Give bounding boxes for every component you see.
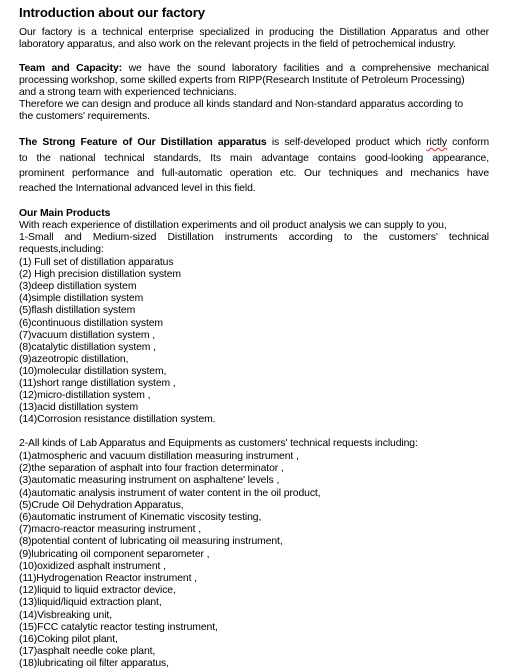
list-item: (12)micro-distillation system , <box>19 390 151 402</box>
intro-line: Our factory is a technical enterprise specialized in producing the Distillation Apparatus and other <box>19 27 489 38</box>
list-item: (16)Coking pilot plant, <box>19 634 118 645</box>
list-item: (2) High precision distillation system <box>19 269 181 281</box>
feature-text: conform <box>446 137 489 148</box>
intro-line: laboratory apparatus, and also work on the relevant projects in the field of petrochemical industry. <box>19 39 456 50</box>
team-capacity-line: and a strong team with experienced technicians. <box>19 87 237 98</box>
feature-line: to the national technical standards, Its main advantage contains good-looking appearance, <box>19 153 489 164</box>
group1-heading: requests,including: <box>19 244 104 255</box>
list-item: (2)the separation of asphalt into four fraction determinator , <box>19 463 284 475</box>
team-capacity-text: we have the sound laboratory facilities and a comprehensive mechanical <box>122 63 489 74</box>
list-item: (18)lubricating oil filter apparatus, <box>19 658 169 670</box>
list-item: (5)flash distillation system <box>19 305 136 317</box>
group2-heading: 2-All kinds of Lab Apparatus and Equipments as customers' technical requests including: <box>19 438 418 449</box>
list-item: (14)Corrosion resistance distillation system. <box>19 414 216 426</box>
feature-line <box>19 137 489 149</box>
list-item: (13)acid distillation system <box>19 402 139 414</box>
feature-label: The Strong Feature of Our Distillation apparatus <box>19 137 267 148</box>
list-item: (4)automatic analysis instrument of water content in the oil product, <box>19 487 321 499</box>
feature-misspelled-word: rictly <box>426 137 447 148</box>
team-capacity-label: Team and Capacity: <box>19 63 123 74</box>
list-item: (8)catalytic distillation system , <box>19 341 156 353</box>
list-item: (1) Full set of distillation apparatus <box>19 257 174 268</box>
list-item: (11)short range distillation system , <box>19 378 176 389</box>
list-item: (8)potential content of lubricating oil measuring instrument, <box>19 536 283 548</box>
list-item: (12)liquid to liquid extractor device, <box>19 585 176 597</box>
list-item: (6)automatic instrument of Kinematic viscosity testing, <box>19 512 262 523</box>
list-item: (7)macro-reactor measuring instrument , <box>19 524 202 536</box>
list-item: (3)automatic measuring instrument on asphaltene' levels , <box>19 475 280 487</box>
list-item: (6)continuous distillation system <box>19 317 163 329</box>
list-item: (14)Visbreaking unit, <box>19 609 113 621</box>
list-item: (17)asphalt needle coke plant, <box>19 646 156 658</box>
team-capacity-line <box>19 63 489 75</box>
page-title: Introduction about our factory <box>19 5 206 20</box>
feature-line: reached the International advanced level in this field. <box>19 183 256 194</box>
list-item: (5)Crude Oil Dehydration Apparatus, <box>19 499 184 511</box>
list-item: (11)Hydrogenation Reactor instrument , <box>19 573 197 584</box>
feature-text: is self-developed product which <box>266 137 427 148</box>
team-capacity-line: processing workshop, some skilled experts from RIPP(Research Institute of Petroleum Processing) <box>19 75 465 86</box>
list-item: (10)oxidized asphalt instrument , <box>19 560 166 572</box>
section-heading: Our Main Products <box>19 208 111 219</box>
list-item: (9)azeotropic distillation, <box>19 353 129 365</box>
team-capacity-line: the customers' requirements. <box>19 111 150 122</box>
group1-heading: 1-Small and Medium-sized Distillation instruments according to the customers' technical <box>19 232 489 243</box>
list-item: (4)simple distillation system <box>19 293 144 305</box>
list-item: (1)atmospheric and vacuum distillation measuring instrument , <box>19 451 299 462</box>
list-item: (3)deep distillation system <box>19 281 137 293</box>
list-item: (7)vacuum distillation system , <box>19 329 156 341</box>
list-item: (10)molecular distillation system, <box>19 365 167 377</box>
feature-line: prominent performance and full-automatic operation etc. Our techniques and mechanics have <box>19 168 489 179</box>
list-item: (13)liquid/liquid extraction plant, <box>19 597 162 609</box>
list-item: (15)FCC catalytic reactor testing instrument, <box>19 621 218 633</box>
products-lead: With reach experience of distillation experiments and oil product analysis we can supply to you, <box>19 220 447 231</box>
list-item: (9)lubricating oil component separometer , <box>19 548 210 560</box>
team-capacity-line: Therefore we can design and produce all kinds standard and Non-standard apparatus according to <box>19 99 464 110</box>
